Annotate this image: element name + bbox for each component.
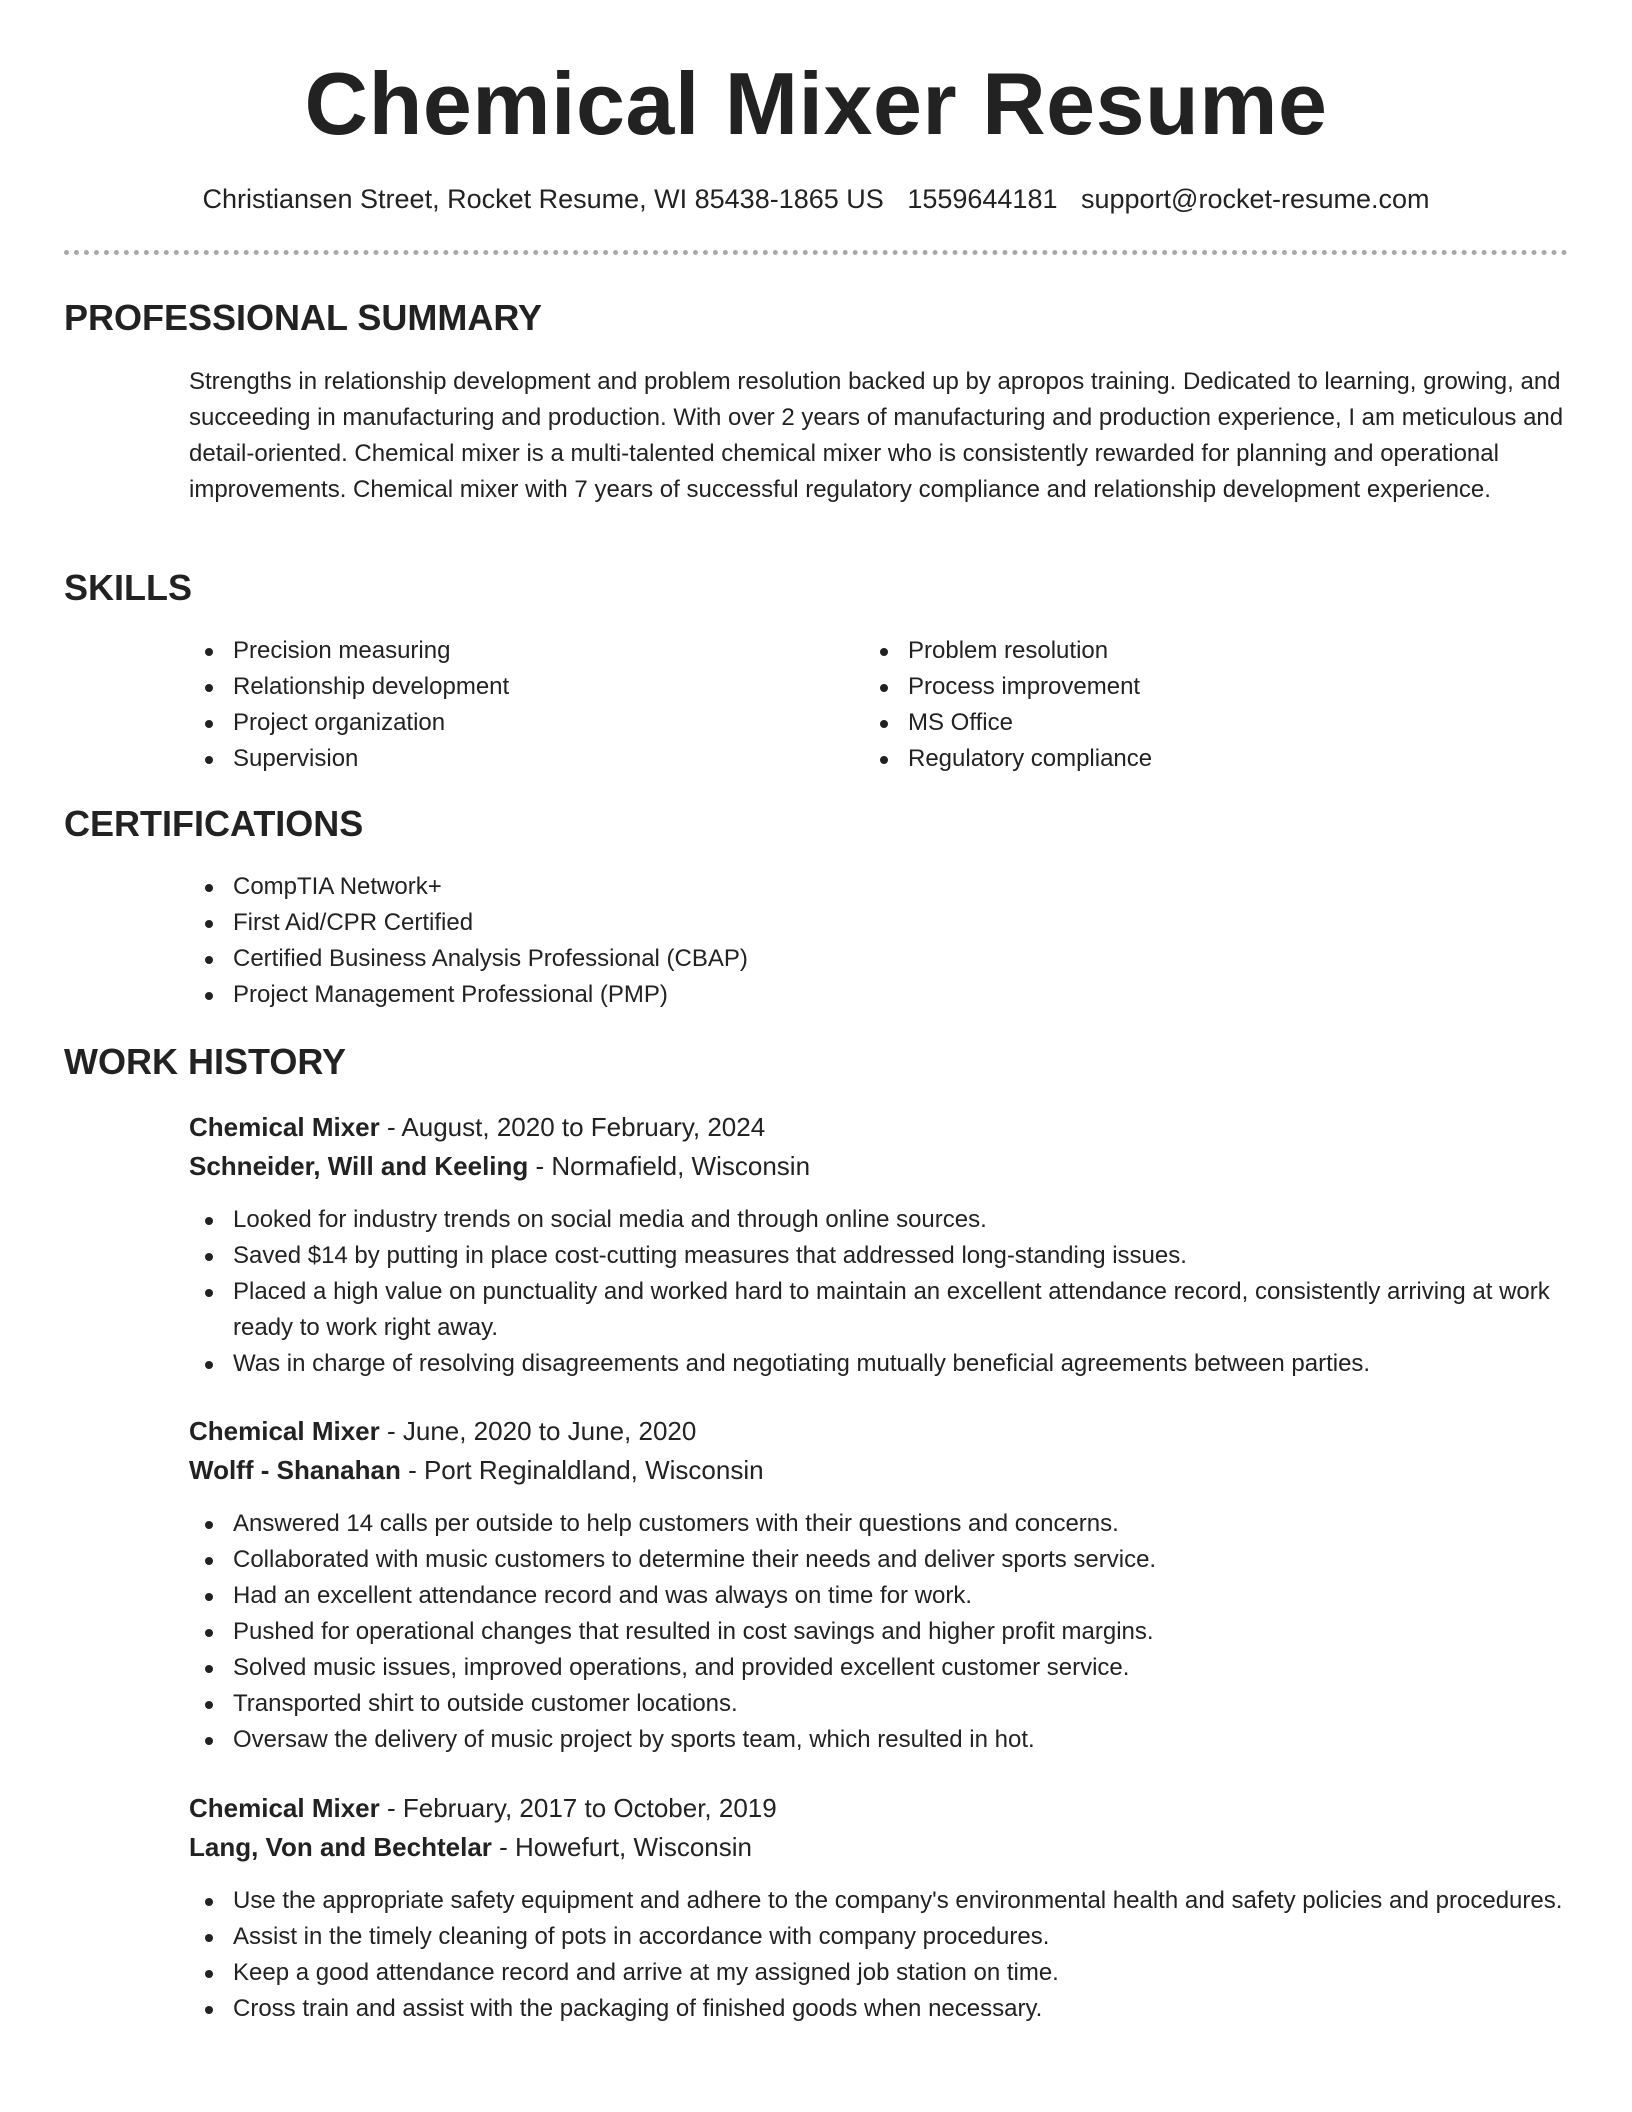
duty-item: Placed a high value on punctuality and worked hard to maintain an excellent attendance record, consistently arriving at work ready to work right away. — [189, 1274, 1569, 1346]
work-history-heading: WORK HISTORY — [64, 1041, 347, 1082]
duty-item: Answered 14 calls per outside to help customers with their questions and concerns. — [189, 1506, 1569, 1542]
duty-item: Had an excellent attendance record and was always on time for work. — [189, 1578, 1569, 1614]
job-duties-list — [189, 1883, 1569, 2027]
job-location: - Normafield, Wisconsin — [528, 1151, 811, 1181]
job-duties-list — [189, 1202, 1569, 1382]
job-company-line — [189, 1452, 764, 1488]
job-company: Lang, Von and Bechtelar — [189, 1832, 492, 1862]
job-title: Chemical Mixer — [189, 1416, 380, 1446]
job-title: Chemical Mixer — [189, 1793, 380, 1823]
job-dates: - June, 2020 to June, 2020 — [379, 1416, 697, 1446]
skill-item: Process improvement — [864, 669, 1504, 705]
certifications-heading: CERTIFICATIONS — [64, 803, 364, 844]
certification-item: CompTIA Network+ — [189, 869, 1569, 905]
resume-title: Chemical Mixer Resume — [304, 54, 1328, 153]
skill-item: Relationship development — [189, 669, 829, 705]
job-title-line — [189, 1109, 765, 1145]
skill-item: Regulatory compliance — [864, 741, 1504, 777]
contact-email[interactable]: support@rocket-resume.com — [1081, 184, 1430, 214]
skill-item: Precision measuring — [189, 633, 829, 669]
duty-item: Keep a good attendance record and arrive at my assigned job station on time. — [189, 1955, 1569, 1991]
skills-heading: SKILLS — [64, 567, 193, 608]
job-dates: - February, 2017 to October, 2019 — [379, 1793, 777, 1823]
skill-item: Problem resolution — [864, 633, 1504, 669]
contact-phone[interactable]: 1559644181 — [907, 184, 1058, 214]
skills-list-left — [189, 633, 829, 777]
job-company: Schneider, Will and Keeling — [189, 1151, 529, 1181]
job-company-line — [189, 1829, 752, 1865]
certifications-list — [189, 869, 1569, 1013]
duty-item: Looked for industry trends on social media and through online sources. — [189, 1202, 1569, 1238]
job-title: Chemical Mixer — [189, 1112, 380, 1142]
duty-item: Saved $14 by putting in place cost-cutting measures that addressed long-standing issues. — [189, 1238, 1569, 1274]
duty-item: Assist in the timely cleaning of pots in accordance with company procedures. — [189, 1919, 1569, 1955]
contact-line — [0, 181, 1632, 217]
duty-item: Collaborated with music customers to determine their needs and deliver sports service. — [189, 1542, 1569, 1578]
duty-item: Transported shirt to outside customer locations. — [189, 1686, 1569, 1722]
skills-list-right — [864, 633, 1504, 777]
job-dates: - August, 2020 to February, 2024 — [379, 1112, 766, 1142]
job-title-line — [189, 1413, 696, 1449]
summary-heading: PROFESSIONAL SUMMARY — [64, 297, 543, 338]
certification-item: First Aid/CPR Certified — [189, 905, 1569, 941]
certification-item: Certified Business Analysis Professional (CBAP) — [189, 941, 1569, 977]
duty-item: Was in charge of resolving disagreements and negotiating mutually beneficial agreements between parties. — [189, 1346, 1569, 1382]
duty-item: Solved music issues, improved operations, and provided excellent customer service. — [189, 1650, 1569, 1686]
skill-item: Project organization — [189, 705, 829, 741]
job-title-line — [189, 1790, 777, 1826]
duty-item: Pushed for operational changes that resulted in cost savings and higher profit margins. — [189, 1614, 1569, 1650]
job-duties-list — [189, 1506, 1569, 1758]
duty-item: Use the appropriate safety equipment and adhere to the company's environmental health and safety policies and procedures. — [189, 1883, 1569, 1919]
header-divider — [64, 250, 1568, 255]
summary-text: Strengths in relationship development and problem resolution backed up by apropos training. Dedicated to learning, growing, and succeeding in manufacturing and production. With over 2 years of manufacturing and production experience, I am meticulous and detail-oriented. Chemical mixer is a multi-talented chemical mixer who is consistently rewarded for planning and operational improvements. Chemical mixer with 7 years of successful regulatory compliance and relationship development experience. — [189, 368, 1564, 503]
job-location: - Howefurt, Wisconsin — [491, 1832, 752, 1862]
skill-item: Supervision — [189, 741, 829, 777]
duty-item: Oversaw the delivery of music project by sports team, which resulted in hot. — [189, 1722, 1569, 1758]
duty-item: Cross train and assist with the packaging of finished goods when necessary. — [189, 1991, 1569, 2027]
certification-item: Project Management Professional (PMP) — [189, 977, 1569, 1013]
contact-address: Christiansen Street, Rocket Resume, WI 85438-1865 US — [202, 184, 884, 214]
job-company: Wolff - Shanahan — [189, 1455, 401, 1485]
job-location: - Port Reginaldland, Wisconsin — [400, 1455, 764, 1485]
skill-item: MS Office — [864, 705, 1504, 741]
job-company-line — [189, 1148, 810, 1184]
